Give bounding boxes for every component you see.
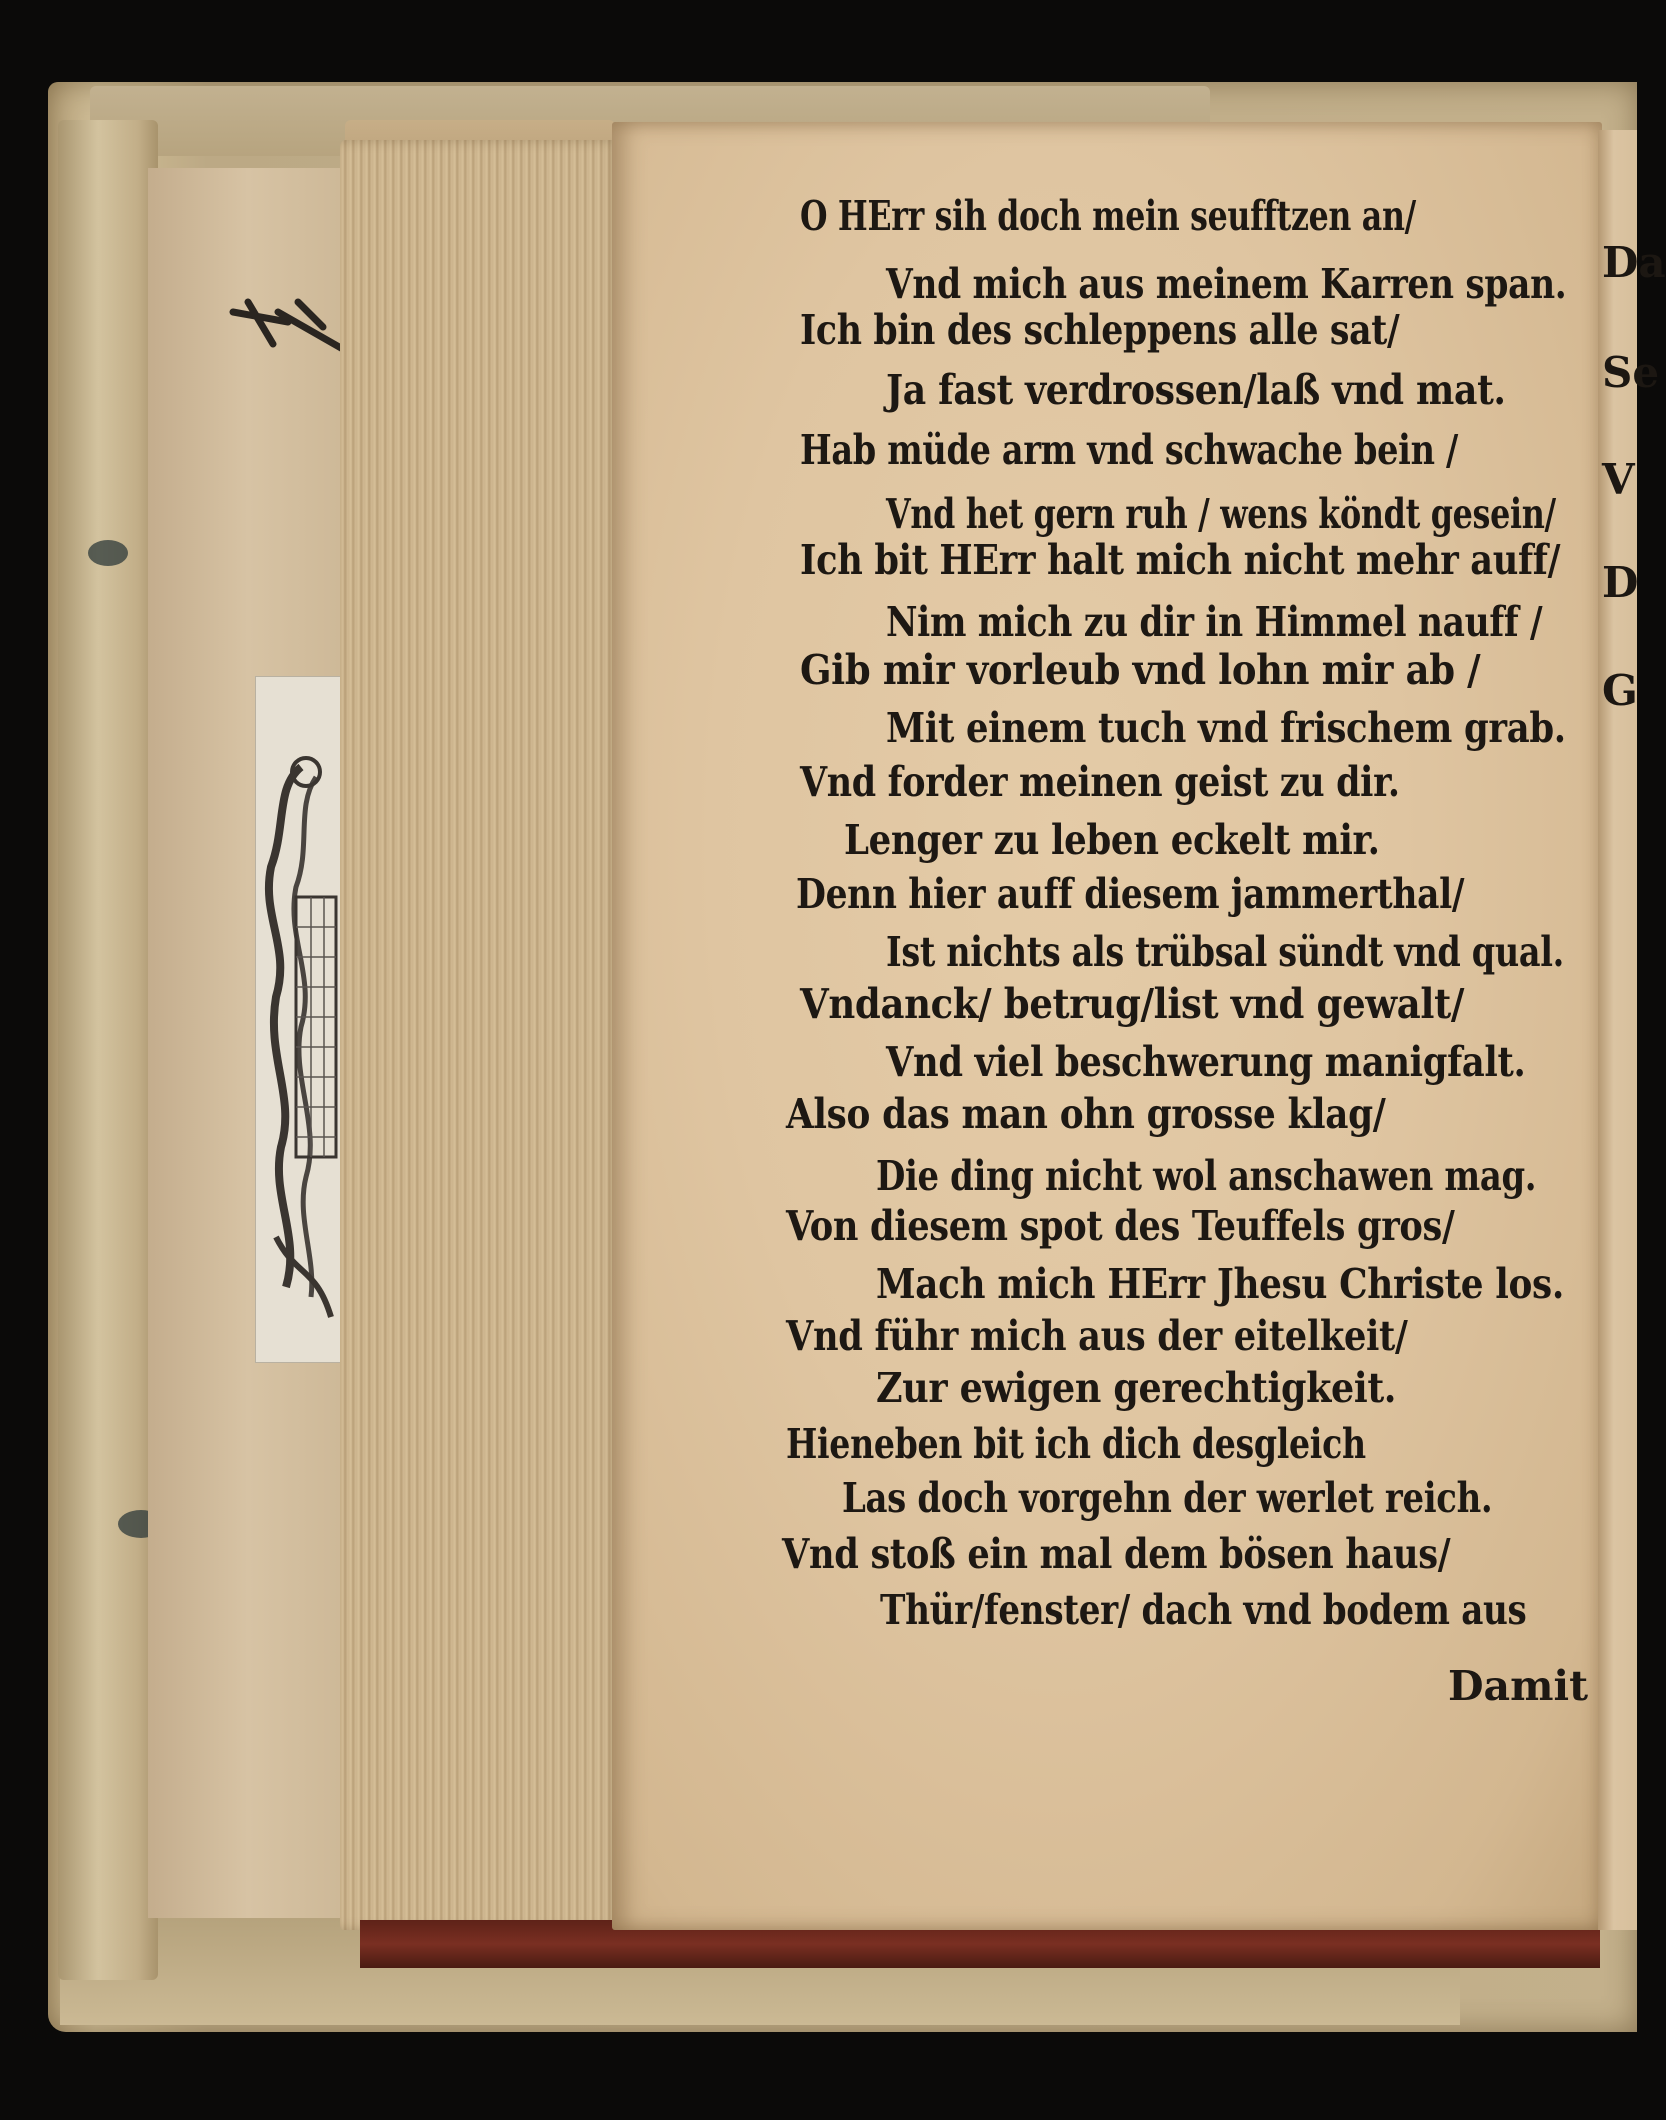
verse-line: Die ding nicht wol anschawen mag. — [876, 1152, 1537, 1200]
facing-page-fragment: Da — [1602, 238, 1666, 287]
verse-line: Ist nichts als trübsal sündt vnd qual. — [886, 928, 1564, 976]
verse-line: Ich bit HErr halt mich nicht mehr auff/ — [800, 536, 1561, 584]
verse-line: Mach mich HErr Jhesu Christe los. — [876, 1260, 1564, 1308]
catchword: Damit — [1448, 1662, 1589, 1710]
verse-line: Vnd mich aus meinem Karren span. — [886, 260, 1567, 308]
facing-page-fragment: Se — [1602, 348, 1660, 397]
verse-line: Hieneben bit ich dich desgleich — [786, 1420, 1366, 1468]
facing-page-edge — [1598, 130, 1666, 1930]
verse-line: Vndanck/ betrug/list vnd gewalt/ — [800, 980, 1465, 1028]
verse-line: Mit einem tuch vnd frischem grab. — [886, 704, 1566, 752]
verse-line: Ja fast verdrossen/laß vnd mat. — [886, 366, 1506, 414]
page-edges — [340, 140, 620, 1930]
facing-page-fragment: G — [1602, 666, 1638, 715]
verse-line: Gib mir vorleub vnd lohn mir ab / — [800, 646, 1481, 694]
verse-line: O HErr sih doch mein seufftzen an/ — [800, 192, 1416, 240]
ink-scribble — [228, 282, 358, 362]
mold-spot — [88, 540, 128, 566]
verse-line: Ich bin des schleppens alle sat/ — [800, 306, 1400, 354]
verse-line: Also das man ohn grosse klag/ — [786, 1090, 1386, 1138]
verse-line: Las doch vorgehn der werlet reich. — [842, 1474, 1493, 1522]
facing-page-fragment: V — [1602, 455, 1635, 504]
verse-line: Lenger zu leben eckelt mir. — [844, 816, 1380, 864]
verse-line: Zur ewigen gerechtigkeit. — [876, 1364, 1397, 1412]
verse-line: Nim mich zu dir in Himmel nauff / — [886, 598, 1543, 646]
verse-line: Vnd het gern ruh / wens köndt gesein/ — [886, 490, 1556, 538]
verse-line: Hab müde arm vnd schwache bein / — [800, 426, 1458, 474]
cover-turn-in — [58, 120, 158, 1980]
bookplate-engraving — [255, 676, 341, 1363]
verse-line: Vnd führ mich aus der eitelkeit/ — [786, 1312, 1408, 1360]
verse-line: Thür/fenster/ dach vnd bodem aus — [880, 1586, 1527, 1634]
verse-line: Vnd stoß ein mal dem bösen haus/ — [782, 1530, 1451, 1578]
verse-line: Von diesem spot des Teuffels gros/ — [786, 1202, 1455, 1250]
verse-line: Vnd forder meinen geist zu dir. — [800, 758, 1400, 806]
facing-page-fragment: D — [1602, 558, 1639, 607]
verse-line: Vnd viel beschwerung manigfalt. — [886, 1038, 1526, 1086]
verse-line: Denn hier auff diesem jammerthal/ — [796, 870, 1465, 918]
